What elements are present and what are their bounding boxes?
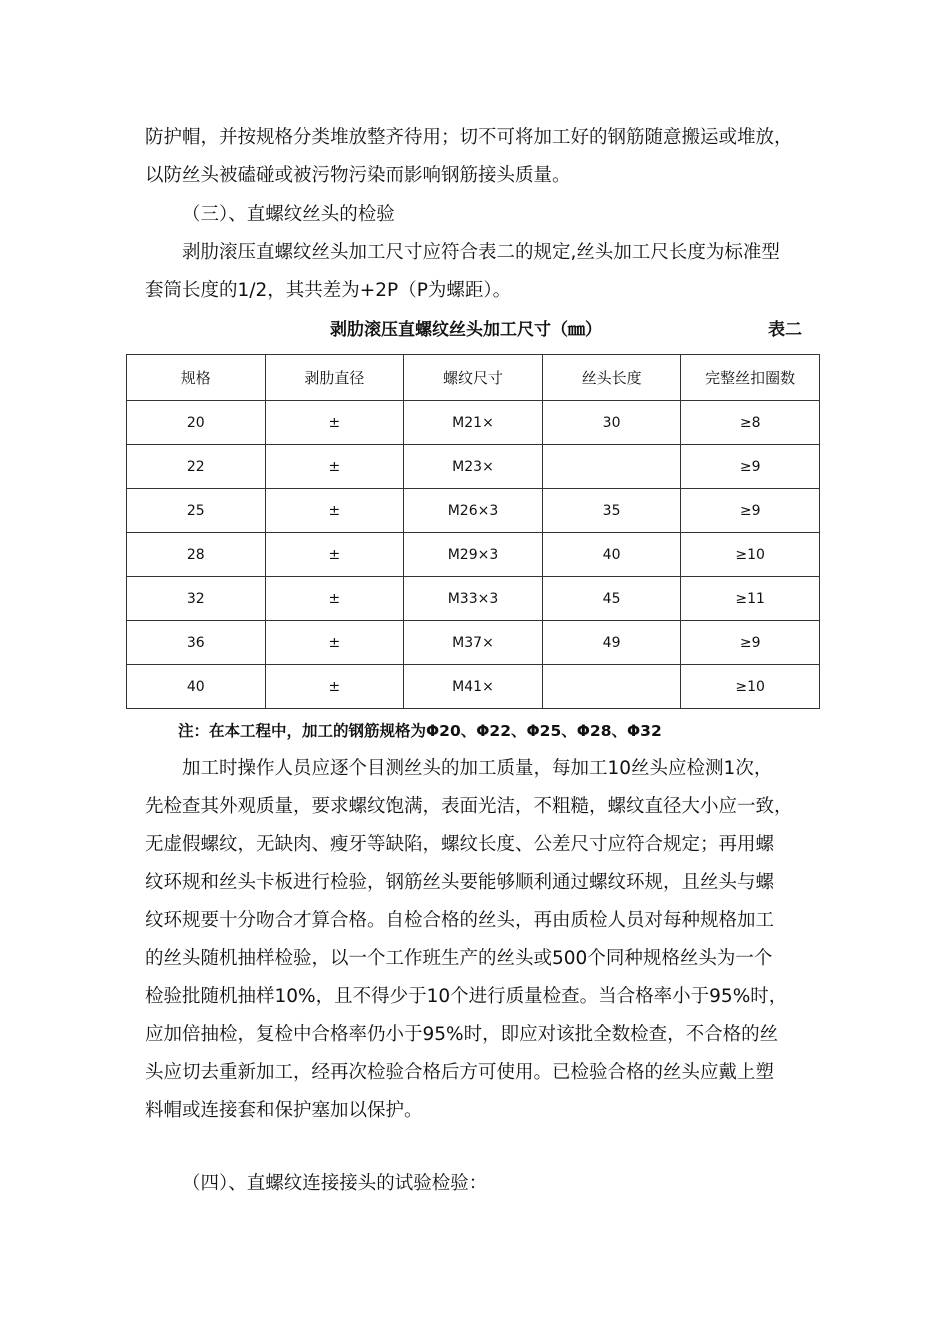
header-cell: 剥肋直径 bbox=[265, 355, 404, 401]
table-cell: 45 bbox=[542, 577, 681, 621]
paragraph-line: 纹环规要十分吻合才算合格。自检合格的丝头，再由质检人员对每种规格加工 bbox=[145, 910, 775, 931]
table-row bbox=[127, 665, 820, 709]
table-cell: 40 bbox=[542, 533, 681, 577]
spec-table bbox=[126, 354, 820, 709]
table-cell: M29×3 bbox=[404, 533, 543, 577]
table-row bbox=[127, 489, 820, 533]
table-note: 注：在本工程中，加工的钢筋规格为Φ20、Φ22、Φ25、Φ28、Φ32 bbox=[178, 722, 662, 740]
paragraph-line: 料帽或连接套和保护塞加以保护。 bbox=[145, 1100, 423, 1121]
section-heading-4: （四）、直螺纹连接接头的试验检验： bbox=[182, 1173, 488, 1194]
table-cell: 36 bbox=[127, 621, 266, 665]
table-cell: ± bbox=[265, 533, 404, 577]
table-row bbox=[127, 577, 820, 621]
paragraph-line: 防护帽，并按规格分类堆放整齐待用；切不可将加工好的钢筋随意搬运或堆放， bbox=[145, 127, 793, 148]
table-label: 表二 bbox=[768, 320, 802, 340]
paragraph-line: 以防丝头被磕碰或被污物污染而影响钢筋接头质量。 bbox=[145, 165, 571, 186]
table-title: 剥肋滚压直螺纹丝头加工尺寸（㎜） bbox=[330, 320, 602, 340]
paragraph-line: 应加倍抽检，复检中合格率仍小于95%时，即应对该批全数检查，不合格的丝 bbox=[145, 1024, 779, 1045]
table-cell: M33×3 bbox=[404, 577, 543, 621]
table-cell: ≥11 bbox=[681, 577, 820, 621]
table-cell: ± bbox=[265, 577, 404, 621]
table-cell: ± bbox=[265, 401, 404, 445]
section-heading-3: （三）、直螺纹丝头的检验 bbox=[182, 204, 395, 225]
paragraph-line: 头应切去重新加工，经再次检验合格后方可使用。已检验合格的丝头应戴上塑 bbox=[145, 1062, 775, 1083]
header-cell: 螺纹尺寸 bbox=[404, 355, 543, 401]
header-cell: 完整丝扣圈数 bbox=[681, 355, 820, 401]
table-cell: ≥8 bbox=[681, 401, 820, 445]
table-cell: 32 bbox=[127, 577, 266, 621]
table-cell: ≥9 bbox=[681, 489, 820, 533]
table-cell: ≥9 bbox=[681, 621, 820, 665]
table-row bbox=[127, 445, 820, 489]
table-cell: ± bbox=[265, 621, 404, 665]
table-cell: 35 bbox=[542, 489, 681, 533]
table-cell: 30 bbox=[542, 401, 681, 445]
header-cell: 规格 bbox=[127, 355, 266, 401]
table-cell: ± bbox=[265, 445, 404, 489]
table-row bbox=[127, 533, 820, 577]
paragraph-line: 纹环规和丝头卡板进行检验，钢筋丝头要能够顺利通过螺纹环规，且丝头与螺 bbox=[145, 872, 775, 893]
table-row bbox=[127, 621, 820, 665]
table-cell: M26×3 bbox=[404, 489, 543, 533]
table-cell: M41× bbox=[404, 665, 543, 709]
paragraph-line: 加工时操作人员应逐个目测丝头的加工质量，每加工10丝头应检测1次， bbox=[182, 758, 773, 779]
table-header-row bbox=[127, 355, 820, 401]
paragraph-line: 套筒长度的1/2，其共差为+2P（P为螺距）。 bbox=[145, 280, 512, 301]
paragraph-line: 先检查其外观质量，要求螺纹饱满，表面光洁，不粗糙，螺纹直径大小应一致， bbox=[145, 796, 793, 817]
table-cell: ± bbox=[265, 665, 404, 709]
header-cell: 丝头长度 bbox=[542, 355, 681, 401]
table-cell: ≥10 bbox=[681, 665, 820, 709]
table-cell: M23× bbox=[404, 445, 543, 489]
table-cell: M37× bbox=[404, 621, 543, 665]
paragraph-line: 的丝头随机抽样检验，以一个工作班生产的丝头或500个同种规格丝头为一个 bbox=[145, 948, 773, 969]
table-cell: ± bbox=[265, 489, 404, 533]
table-cell: ≥9 bbox=[681, 445, 820, 489]
table-cell: M21× bbox=[404, 401, 543, 445]
table-cell: ≥10 bbox=[681, 533, 820, 577]
table-cell: 25 bbox=[127, 489, 266, 533]
paragraph-line: 无虚假螺纹，无缺肉、瘦牙等缺陷，螺纹长度、公差尺寸应符合规定；再用螺 bbox=[145, 834, 775, 855]
table-cell: 28 bbox=[127, 533, 266, 577]
table-cell bbox=[542, 665, 681, 709]
table-cell: 49 bbox=[542, 621, 681, 665]
paragraph-line: 检验批随机抽样10%，且不得少于10个进行质量检查。当合格率小于95%时， bbox=[145, 986, 788, 1007]
table-cell: 22 bbox=[127, 445, 266, 489]
table-row bbox=[127, 401, 820, 445]
table-cell: 40 bbox=[127, 665, 266, 709]
table-cell: 20 bbox=[127, 401, 266, 445]
table-cell bbox=[542, 445, 681, 489]
paragraph-line: 剥肋滚压直螺纹丝头加工尺寸应符合表二的规定,丝头加工尺长度为标准型 bbox=[182, 242, 780, 263]
